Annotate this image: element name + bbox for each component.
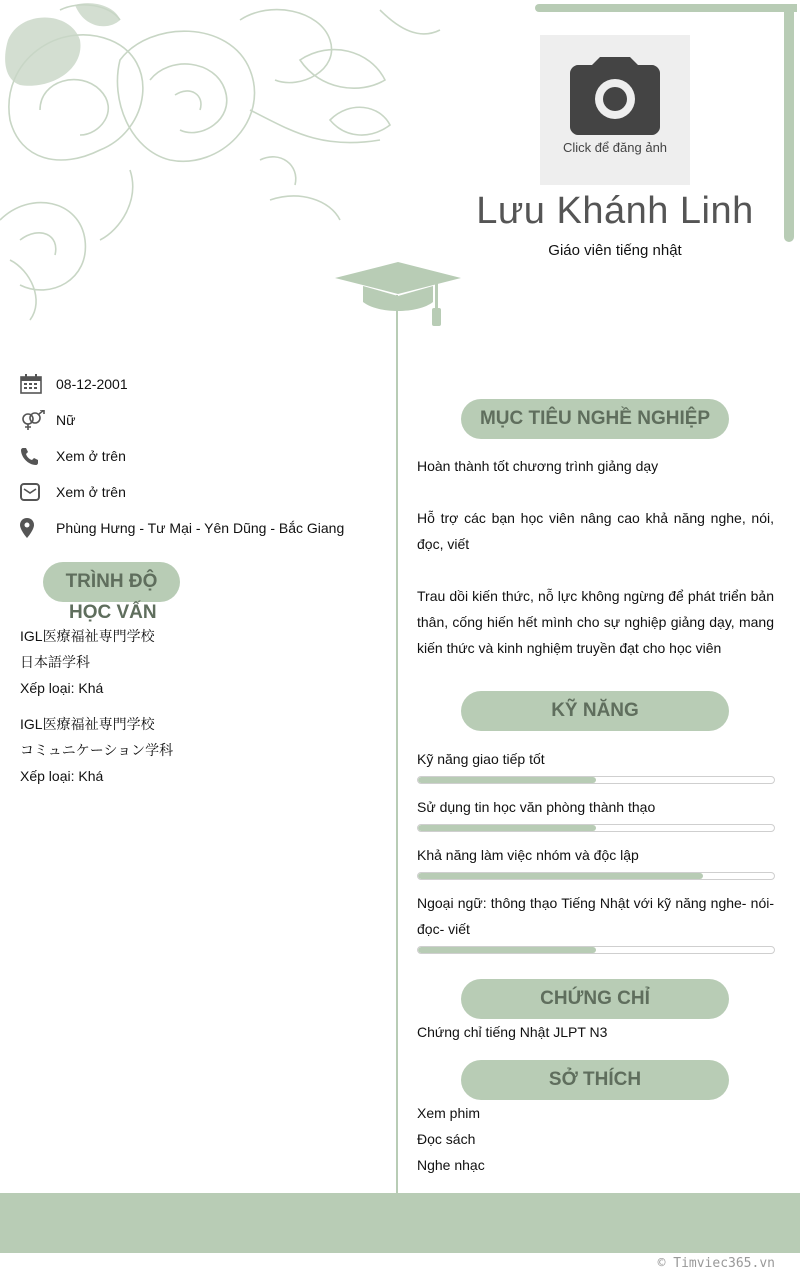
skill-label: Kỹ năng giao tiếp tốt	[417, 751, 545, 767]
footer-band	[0, 1193, 800, 1253]
objective-item: Trau dồi kiến thức, nỗ lực không ngừng để phát triển bản thân, cống hiến hết mình cho sự nghiệp giảng dạy, mang kiến thức và kinh nghiệm truyền đạt cho học viên	[417, 588, 774, 656]
contact-address-value: Phùng Hưng - Tư Mại - Yên Dũng - Bắc Giang	[56, 520, 345, 536]
education-major: コミュニケーション学科	[20, 742, 174, 758]
education-title-line2: HỌC VẤN	[69, 602, 157, 623]
certificate-item: Chứng chỉ tiếng Nhật JLPT N3	[417, 1024, 608, 1040]
contact-gender-value: Nữ	[56, 412, 76, 428]
education-entry	[20, 623, 380, 701]
column-divider	[396, 295, 398, 1195]
camera-icon	[570, 55, 660, 135]
skills-section-title: KỸ NĂNG	[461, 691, 729, 731]
hobbies-section-title: SỞ THÍCH	[461, 1060, 729, 1100]
candidate-role: Giáo viên tiếng nhật	[548, 242, 682, 259]
skill-label: Khả năng làm việc nhóm và độc lập	[417, 847, 639, 863]
gender-icon	[20, 410, 56, 430]
education-grade: Xếp loại: Khá	[20, 680, 104, 696]
hobby-item: Xem phim	[417, 1105, 481, 1121]
contact-phone-value: Xem ở trên	[56, 448, 126, 464]
skill-bar	[417, 776, 775, 784]
location-icon	[20, 518, 56, 538]
skill-label: Ngoại ngữ: thông thạo Tiếng Nhật với kỹ năng nghe- nói- đọc- viết	[417, 895, 774, 937]
objective-item: Hoàn thành tốt chương trình giảng dạy	[417, 458, 659, 474]
skill-bar-fill	[418, 825, 596, 831]
education-school: IGL医療福祉専門学校	[20, 628, 155, 644]
education-major: 日本語学科	[20, 654, 90, 670]
email-icon	[20, 483, 56, 501]
education-title-line1: TRÌNH ĐỘ	[65, 571, 158, 592]
skill-bar-fill	[418, 777, 596, 783]
frame-top-border	[535, 4, 797, 12]
skill-bar	[417, 872, 775, 880]
contact-gender	[20, 408, 380, 432]
hobby-item: Đọc sách	[417, 1131, 476, 1147]
contact-birthdate-value: 08-12-2001	[56, 376, 128, 392]
skill-bar-fill	[418, 947, 596, 953]
contact-phone	[20, 444, 380, 468]
objective-section-title: MỤC TIÊU NGHỀ NGHIỆP	[461, 399, 729, 439]
contact-email	[20, 480, 380, 504]
candidate-name: Lưu Khánh Linh	[476, 190, 754, 232]
copyright-text: © Timviec365.vn	[657, 1256, 775, 1271]
objective-item: Hỗ trợ các bạn học viên nâng cao khả năng nghe, nói, đọc, viết	[417, 510, 774, 552]
certificates-section-title: CHỨNG CHỈ	[461, 979, 729, 1019]
skill-bar	[417, 824, 775, 832]
skill-bar-fill	[418, 873, 703, 879]
skill-label: Sử dụng tin học văn phòng thành thạo	[417, 799, 656, 815]
education-school: IGL医療福祉専門学校	[20, 716, 155, 732]
education-section-title	[43, 562, 180, 623]
phone-icon	[20, 447, 56, 465]
skill-bar	[417, 946, 775, 954]
contact-email-value: Xem ở trên	[56, 484, 126, 500]
hobby-item: Nghe nhạc	[417, 1157, 485, 1173]
calendar-icon	[20, 374, 56, 394]
photo-upload-caption[interactable]: Click để đăng ảnh	[562, 140, 668, 155]
education-entry	[20, 711, 380, 789]
photo-upload-area[interactable]	[540, 35, 690, 185]
contact-birthdate	[20, 372, 380, 396]
contact-address	[20, 516, 380, 540]
education-grade: Xếp loại: Khá	[20, 768, 104, 784]
graduation-cap-icon	[333, 262, 463, 328]
